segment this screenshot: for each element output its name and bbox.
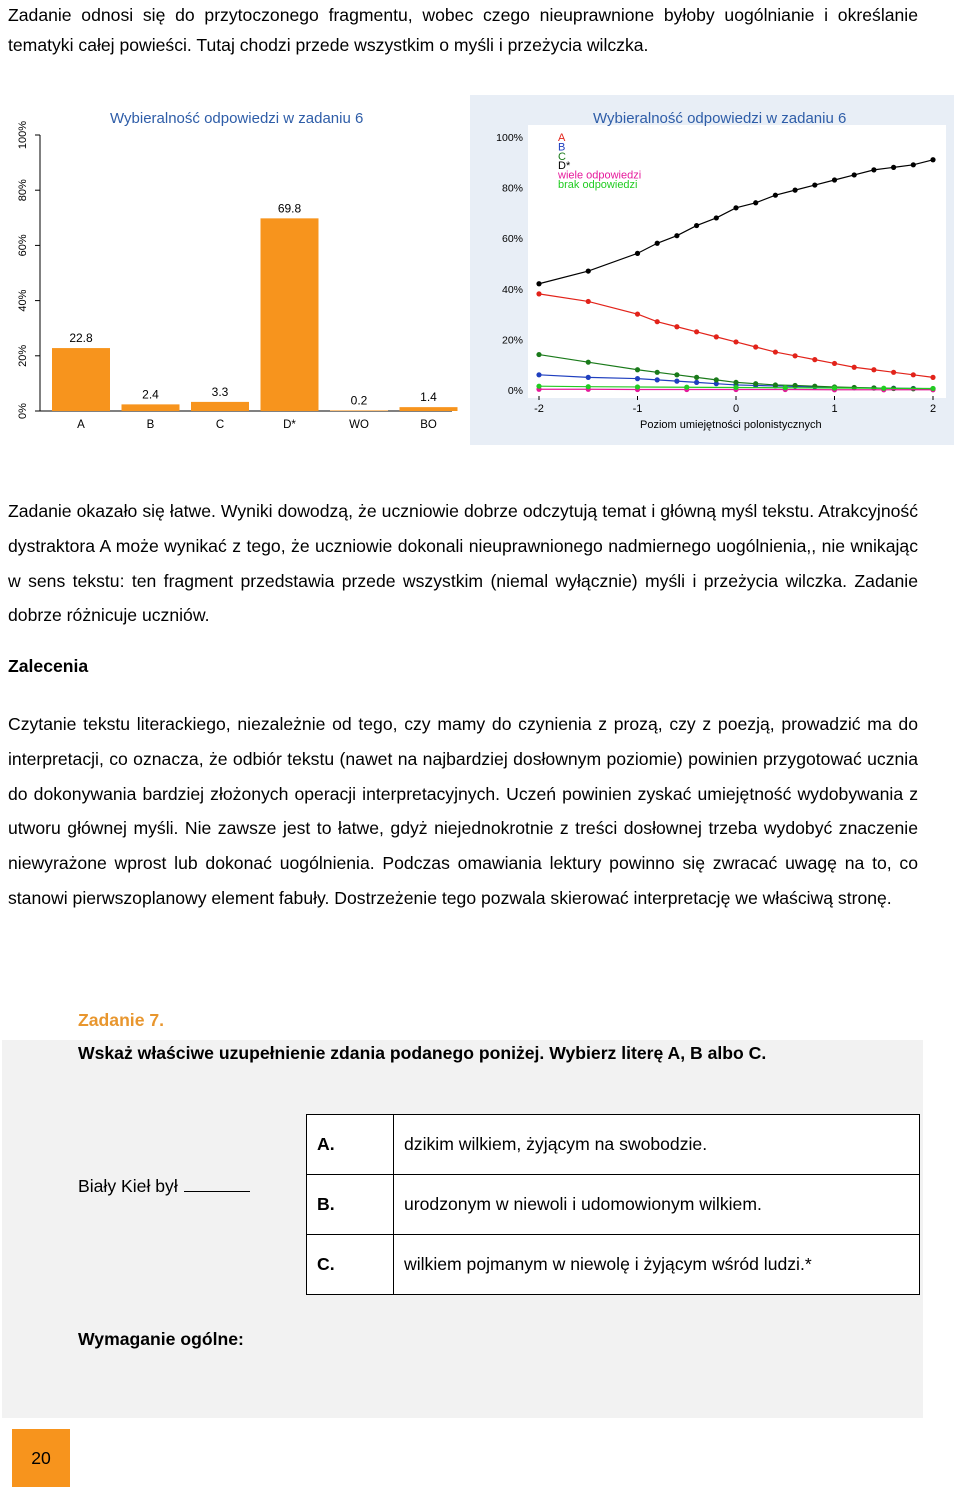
y-tick-label: 80% [501, 182, 523, 195]
data-point [733, 205, 738, 210]
data-point [793, 353, 798, 358]
option-row[interactable] [307, 1235, 920, 1295]
x-tick-label: BO [420, 419, 437, 431]
data-point [852, 365, 857, 370]
data-point [753, 200, 758, 205]
x-tick-label: B [146, 419, 155, 431]
data-point [635, 251, 640, 256]
option-row[interactable] [307, 1175, 920, 1235]
data-point [783, 385, 788, 390]
bar [400, 407, 458, 411]
stem-text: Biały Kieł był [78, 1176, 178, 1196]
data-point [714, 377, 719, 382]
y-tick-label: 60% [501, 233, 523, 246]
y-tick-label: 60% [17, 234, 29, 257]
data-point [536, 281, 541, 286]
data-point [635, 312, 640, 317]
y-tick-label: 0% [17, 403, 29, 419]
data-point [733, 385, 738, 390]
data-point [674, 233, 679, 238]
data-point [655, 241, 660, 246]
x-tick-label: D* [283, 419, 296, 431]
data-point [684, 385, 689, 390]
task-question: Wskaż właściwe uzupełnienie zdania podanego poniżej. Wybierz literę A, B albo C. [78, 1043, 767, 1063]
x-axis-label: Poziom umiejętności polonistycznych [640, 419, 822, 431]
x-tick-label: -2 [534, 403, 544, 415]
option-text: dzikim wilkiem, żyjącym na swobodzie. [394, 1115, 920, 1175]
data-point [635, 384, 640, 389]
option-text: urodzonym w niewoli i udomowionym wilkiem. [394, 1175, 920, 1235]
answer-blank [184, 1177, 250, 1192]
data-point [930, 386, 935, 391]
page-number: 20 [12, 1429, 70, 1487]
x-tick-label: WO [349, 419, 369, 431]
data-point [586, 384, 591, 389]
y-tick-label: 40% [17, 289, 29, 312]
data-point [714, 215, 719, 220]
legend-entry: B [558, 141, 566, 154]
line-chart [470, 95, 954, 445]
bar-value-label: 2.4 [142, 387, 159, 402]
data-point [635, 376, 640, 381]
recommendations-heading: Zalecenia [8, 656, 89, 676]
data-point [586, 268, 591, 273]
data-point [714, 334, 719, 339]
bar [122, 404, 180, 411]
y-tick-label: 40% [501, 283, 523, 296]
data-point [930, 375, 935, 380]
chart-title: Wybieralność odpowiedzi w zadaniu 6 [110, 110, 364, 127]
bar-value-label: 3.3 [211, 384, 229, 399]
data-point [852, 172, 857, 177]
chart-title: Wybieralność odpowiedzi w zadaniu 6 [593, 110, 847, 127]
data-point [586, 360, 591, 365]
task-title: Zadanie 7. [78, 1010, 165, 1030]
legend-entry: brak odpowiedzi [558, 179, 638, 191]
data-point [586, 375, 591, 380]
x-tick-label: C [215, 419, 225, 431]
data-point [832, 177, 837, 182]
data-point [891, 165, 896, 170]
data-point [674, 379, 679, 384]
option-text: wilkiem pojmanym w niewolę i żyjącym wśród ludzi.* [394, 1235, 920, 1295]
options-table [306, 1114, 920, 1295]
data-point [911, 162, 916, 167]
data-point [674, 324, 679, 329]
recommendations-paragraph: Czytanie tekstu literackiego, niezależnie od tego, czy mamy do czynienia z prozą, czy z poezją, prowadzić ma do interpretacji, co oznacza, że odbiór tekstu (nawet na najbardziej dosłownym poziomie) powinien przygotować ucznia do dokonywania bardziej złożonych operacji interpretacyjnych. Uczeń powinien zyskać umiejętność wydobywania z utworu głównej myśli. Nie zawsze jest to łatwe, gdyż niejednokrotnie z treści dosłownej trzeba wydobyć znaczenie niewyrażone wprost lub dokonać uogólnienia. Podczas omawiania lektury powinno się zwracać uwagę na to, co stanowi pierwszoplanowy element fabuły. Dostrzeżenie tego pozwala skierować interpretację we właściwą stronę. [8, 714, 918, 908]
data-point [793, 188, 798, 193]
data-point [586, 299, 591, 304]
data-point [733, 380, 738, 385]
bar-chart [12, 100, 462, 440]
option-letter: B. [307, 1175, 394, 1235]
bar-value-label: 69.8 [277, 201, 302, 216]
y-tick-label: 0% [507, 385, 523, 397]
option-row[interactable] [307, 1115, 920, 1175]
data-point [753, 344, 758, 349]
data-point [694, 375, 699, 380]
data-point [694, 223, 699, 228]
data-point [694, 380, 699, 385]
x-tick-label: -1 [632, 403, 643, 415]
data-point [753, 381, 758, 386]
bar [261, 218, 319, 411]
x-tick-label: 0 [732, 403, 740, 415]
data-point [881, 386, 886, 391]
x-tick-label: A [77, 419, 85, 431]
data-point [832, 385, 837, 390]
y-tick-label: 100% [17, 120, 29, 150]
data-point [871, 167, 876, 172]
data-point [694, 329, 699, 334]
data-point [773, 193, 778, 198]
summary-paragraph: Zadanie okazało się łatwe. Wyniki dowodzą, że uczniowie dobrze odczytują temat i główną myśl tekstu. Atrakcyjność dystraktora A może wynikać z tego, że uczniowie dokonali nieuprawnionego nadmiernego uogólnienia,, nie wnikając w sens tekstu: ten fragment przedstawia przede wszystkim (niemal wyłącznie) myśli i przeżycia wilczka. Zadanie dobrze różnicuje uczniów. [8, 501, 918, 626]
data-point [812, 357, 817, 362]
data-point [930, 157, 935, 162]
bar [52, 348, 110, 411]
bar-value-label: 1.4 [420, 390, 437, 405]
option-letter: A. [307, 1115, 394, 1175]
data-point [536, 352, 541, 357]
data-point [871, 367, 876, 372]
data-point [536, 384, 541, 389]
legend-entry: A [558, 132, 566, 144]
requirement-label: Wymaganie ogólne: [78, 1329, 244, 1349]
legend-entry: C [558, 150, 566, 163]
y-tick-label: 20% [17, 344, 29, 367]
bar-value-label: 22.8 [69, 331, 93, 346]
bar-value-label: 0.2 [350, 393, 368, 408]
x-tick-label: 2 [929, 403, 937, 415]
data-point [733, 339, 738, 344]
task-stem [78, 1176, 250, 1197]
option-letter: C. [307, 1235, 394, 1295]
y-tick-label: 80% [17, 179, 29, 202]
bar [330, 410, 388, 411]
plot-area [528, 125, 946, 398]
data-point [812, 182, 817, 187]
data-point [655, 370, 660, 375]
data-point [536, 372, 541, 377]
legend-entry: wiele odpowiedzi [558, 169, 642, 182]
data-point [536, 291, 541, 296]
data-point [655, 319, 660, 324]
data-point [635, 367, 640, 372]
data-point [891, 370, 896, 375]
x-tick-label: 1 [831, 403, 838, 415]
intro-paragraph: Zadanie odnosi się do przytoczonego fragmentu, wobec czego nieuprawnione byłoby uogólnianie i określanie tematyki całej powieści. Tutaj chodzi przede wszystkim o myśli i przeżycia wilczka. [8, 5, 918, 55]
data-point [655, 377, 660, 382]
bar [191, 402, 249, 411]
legend-entry: D* [558, 160, 571, 173]
data-point [773, 349, 778, 354]
data-point [674, 372, 679, 377]
data-point [832, 361, 837, 366]
y-tick-label: 100% [496, 132, 523, 144]
y-tick-label: 20% [501, 334, 523, 347]
data-point [911, 372, 916, 377]
data-point [773, 382, 778, 387]
